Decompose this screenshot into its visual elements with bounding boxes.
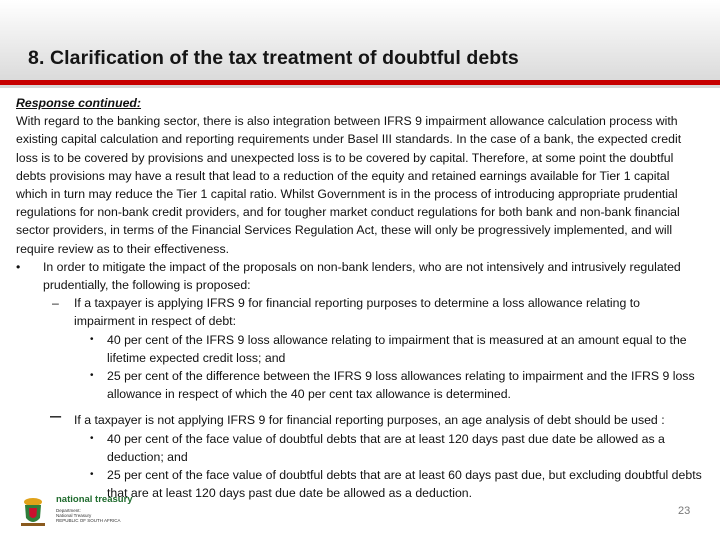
logo-subtitle-line: REPUBLIC OF SOUTH AFRICA [56, 518, 121, 523]
dash-marker: – [52, 296, 59, 311]
bullet-marker: • [90, 469, 94, 481]
title-accent-rule [0, 80, 720, 85]
title-bar [0, 0, 720, 88]
bullet-marker: • [90, 370, 94, 382]
bullet-item [16, 258, 702, 294]
slide-content [16, 94, 702, 502]
sub-sub-bullet-text: 25 per cent of the difference between the IFRS 9 loss allowances relating to impairment and the IFRS 9 loss allowance in respect of which the 40 per cent tax allowance is determined. [107, 369, 695, 402]
bullet-marker: • [90, 432, 94, 444]
bullet-text: In order to mitigate the impact of the proposals on non-bank lenders, who are not intensively and intrusively regulated prudentially, the following is proposed: [43, 259, 681, 293]
section-heading: Response continued: [16, 96, 142, 110]
sub-sub-bullet-text: 40 per cent of the face value of doubtful debts that are at least 120 days past due date be allowed as a deduction; and [107, 431, 665, 464]
page-number: 23 [678, 505, 691, 517]
bullet-marker: • [16, 259, 21, 274]
sub-bullet-text: If a taxpayer is applying IFRS 9 for financial reporting purposes to determine a loss allowance relating to impairment in respect of debt: [74, 296, 640, 329]
slide-title: 8. Clarification of the tax treatment of doubtful debts [28, 47, 519, 69]
sub-bullet-item [16, 405, 702, 429]
sub-sub-bullet-text: 25 per cent of the face value of doubtful debts that are at least 60 days past due, but excluding doubtful debts that are at least 120 days past due date be allowed as a deduction. [107, 468, 702, 501]
logo-subtitle [56, 508, 121, 523]
dash-marker: – [50, 405, 62, 428]
sub-bullet-item [16, 294, 702, 330]
sub-sub-bullet-item [16, 430, 702, 466]
sub-sub-bullet-item [16, 331, 702, 367]
body-paragraph: With regard to the banking sector, there is also integration between IFRS 9 impairment allowance calculation process with existing capital calculation and reporting requirements under Basel III standards. In the case of a bank, the expected credit loss is to be covered by provisions and unexpected loss is to be covered by capital. Therefore, at some point the doubtful debts provisions may have a result that lead to a reduction of the equity and retained earnings available for Tier 1 capital which in turn may reduce the Tier 1 capital ratio. Whilst Government is in the process of introducing appropriate prudential regulations for non-bank credit providers, and for tougher market conduct regulations for both bank and non-bank financial sector providers, in terms of the Financial Services Regulation Act, these will only be progressively implemented, and will require review as to their effectiveness. [16, 114, 682, 256]
sub-sub-bullet-item [16, 367, 702, 403]
logo-subtitle-line: Department: [56, 508, 81, 513]
national-treasury-logo [14, 488, 132, 532]
bullet-marker: • [90, 333, 94, 345]
logo-wordmark: national treasury [56, 494, 133, 505]
coat-of-arms-icon [18, 496, 48, 528]
logo-subtitle-line: National Treasury [56, 513, 92, 518]
sub-bullet-text: If a taxpayer is not applying IFRS 9 for financial reporting purposes, an age analysis of debt should be used : [74, 413, 665, 428]
sub-sub-bullet-text: 40 per cent of the IFRS 9 loss allowance relating to impairment that is measured at an amount equal to the lifetime expected credit loss; and [107, 332, 687, 365]
